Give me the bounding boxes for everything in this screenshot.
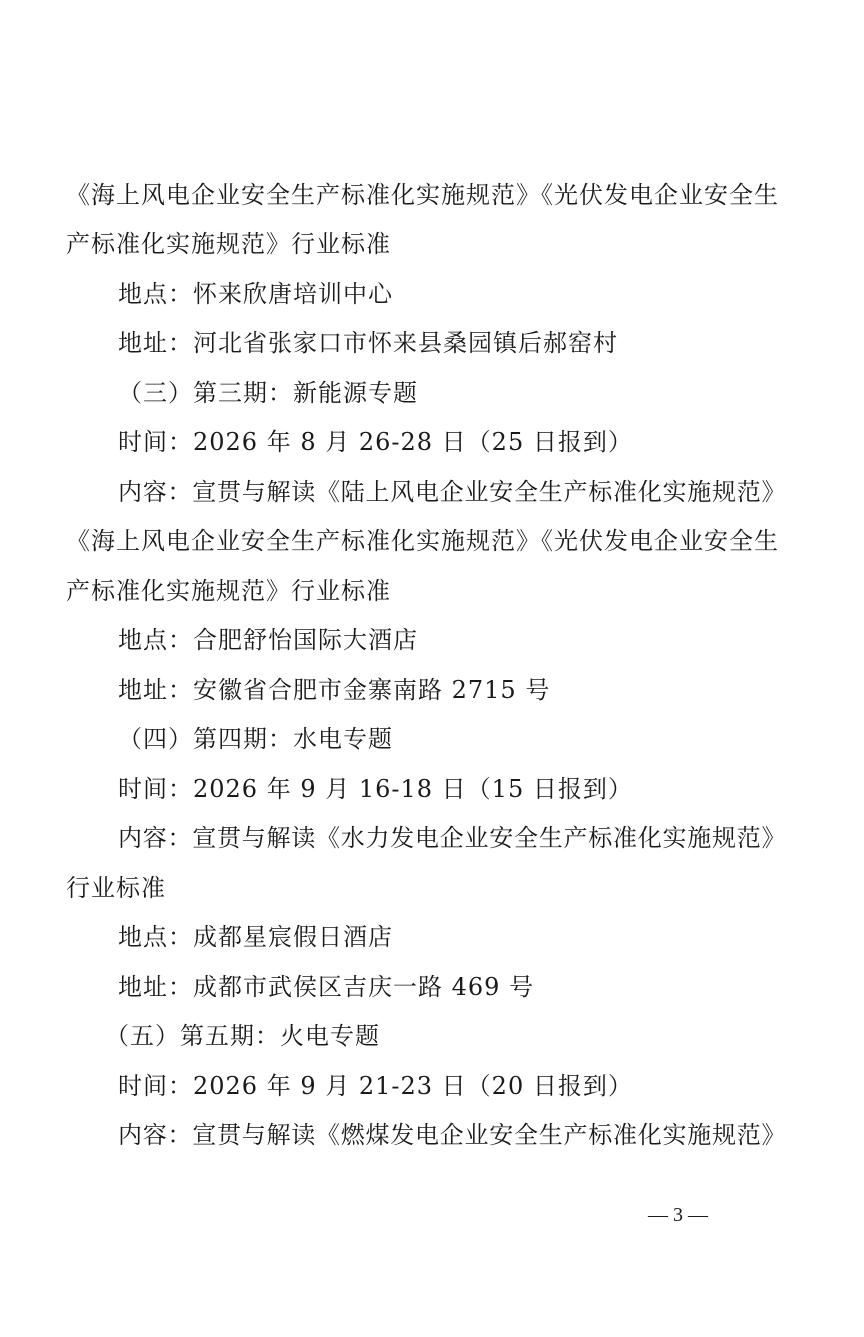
section-heading: （五）第五期：火电专题 <box>105 1022 380 1050</box>
time-line: 时间：2026 年 9 月 21-23 日（20 日报到） <box>118 1072 633 1100</box>
body-line: 《海上风电企业安全生产标准化实施规范》《光伏发电企业安全生 <box>66 181 779 209</box>
body-line: 行业标准 <box>66 874 166 902</box>
body-line: 《海上风电企业安全生产标准化实施规范》《光伏发电企业安全生 <box>66 527 779 555</box>
venue-line: 地点：合肥舒怡国际大酒店 <box>118 626 418 654</box>
section-heading: （四）第四期：水电专题 <box>118 725 393 753</box>
address-line: 地址：河北省张家口市怀来县桑园镇后郝窑村 <box>118 329 618 357</box>
content-line: 内容：宣贯与解读《燃煤发电企业安全生产标准化实施规范》 <box>118 1121 787 1149</box>
time-line: 时间：2026 年 8 月 26-28 日（25 日报到） <box>118 428 633 456</box>
body-line: 产标准化实施规范》行业标准 <box>66 230 391 258</box>
body-line: 产标准化实施规范》行业标准 <box>66 577 391 605</box>
address-line: 地址：安徽省合肥市金寨南路 2715 号 <box>118 676 551 704</box>
venue-line: 地点：怀来欣唐培训中心 <box>118 280 393 308</box>
content-line: 内容：宣贯与解读《陆上风电企业安全生产标准化实施规范》 <box>118 478 787 506</box>
time-line: 时间：2026 年 9 月 16-18 日（15 日报到） <box>118 775 633 803</box>
venue-line: 地点：成都星宸假日酒店 <box>118 923 393 951</box>
page-number: — 3 — <box>648 1204 708 1226</box>
section-heading: （三）第三期：新能源专题 <box>118 379 418 407</box>
address-line: 地址：成都市武侯区吉庆一路 469 号 <box>118 973 535 1001</box>
content-line: 内容：宣贯与解读《水力发电企业安全生产标准化实施规范》 <box>118 824 787 852</box>
